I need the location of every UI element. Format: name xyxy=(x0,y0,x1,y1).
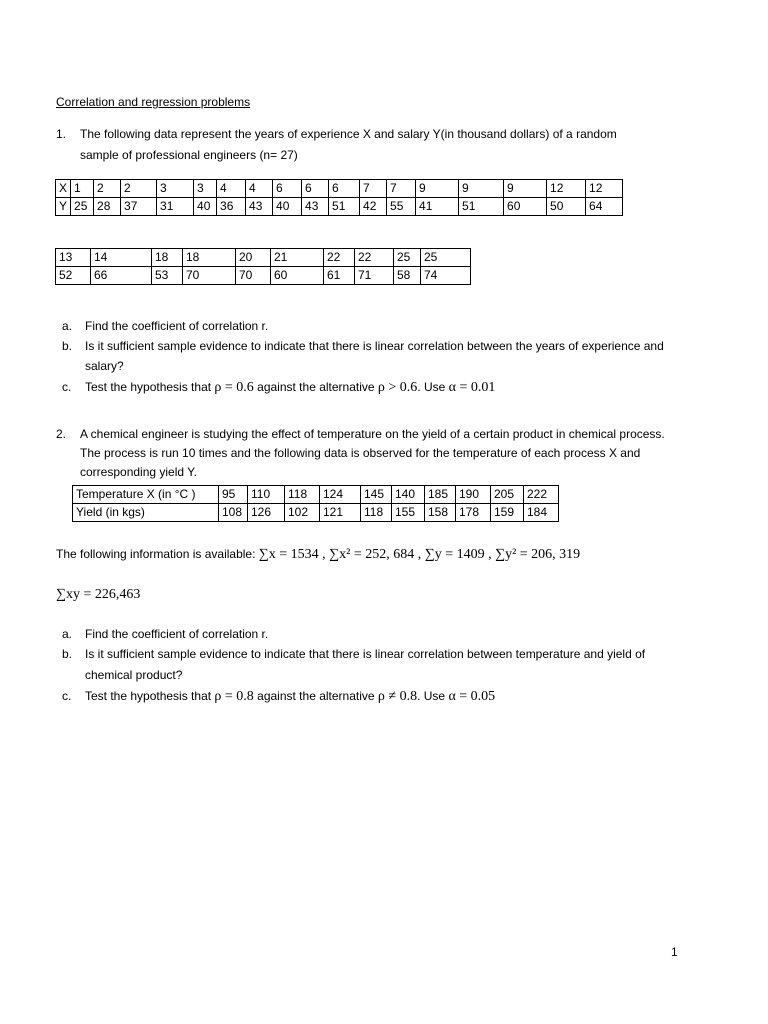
table-cell: 3 xyxy=(157,180,194,198)
row-label-y: Y xyxy=(56,198,71,216)
table-cell: 145 xyxy=(361,486,392,504)
q2-data-table xyxy=(72,485,559,522)
table-cell: 159 xyxy=(491,504,524,522)
q1-number: 1. xyxy=(56,127,67,141)
row-label-temperature: Temperature X (in °C ) xyxy=(73,486,219,504)
q2-item-a: Find the coefficient of correlation r. xyxy=(85,627,269,641)
table-cell: 9 xyxy=(416,180,459,198)
table-cell: 20 xyxy=(236,249,271,267)
table-cell: 185 xyxy=(425,486,456,504)
q2-item-b-line2: chemical product? xyxy=(85,668,183,682)
table-cell: 51 xyxy=(329,198,360,216)
table-cell: 50 xyxy=(547,198,586,216)
q2-item-b-label: b. xyxy=(62,647,73,661)
table-cell: 121 xyxy=(320,504,361,522)
table-cell: 22 xyxy=(355,249,394,267)
table-row-y xyxy=(56,267,471,285)
q2-c-prefix: Test the hypothesis that xyxy=(85,689,212,703)
table-cell: 40 xyxy=(273,198,302,216)
table-cell: 18 xyxy=(152,249,183,267)
table-cell: 126 xyxy=(248,504,285,522)
table-cell: 3 xyxy=(194,180,217,198)
table-cell: 71 xyxy=(355,267,394,285)
table-cell: 18 xyxy=(183,249,236,267)
table-cell: 1 xyxy=(71,180,94,198)
table-cell: 6 xyxy=(273,180,302,198)
q1-significance-level: α = 0.01 xyxy=(448,380,496,395)
q2-null-hypothesis: ρ = 0.8 xyxy=(214,689,254,704)
table-cell: 4 xyxy=(246,180,273,198)
q2-item-c-label: c. xyxy=(62,689,72,703)
table-cell: 190 xyxy=(456,486,491,504)
table-cell: 52 xyxy=(56,267,91,285)
q1-item-b-line2: salary? xyxy=(85,359,124,373)
table-cell: 28 xyxy=(94,198,121,216)
q2-c-middle: against the alternative xyxy=(257,689,375,703)
table-cell: 31 xyxy=(157,198,194,216)
table-cell: 64 xyxy=(586,198,623,216)
table-cell: 21 xyxy=(271,249,324,267)
table-cell: 95 xyxy=(219,486,248,504)
table-cell: 7 xyxy=(387,180,416,198)
table-cell: 58 xyxy=(394,267,421,285)
table-cell: 110 xyxy=(248,486,285,504)
table-cell: 12 xyxy=(586,180,623,198)
table-cell: 178 xyxy=(456,504,491,522)
q2-sum-xy: ∑xy = 226,463 xyxy=(56,587,141,602)
q1-item-b-label: b. xyxy=(62,339,73,353)
table-cell: 102 xyxy=(285,504,320,522)
table-cell: 22 xyxy=(324,249,355,267)
table-cell: 70 xyxy=(183,267,236,285)
table-cell: 61 xyxy=(324,267,355,285)
q1-c-middle: against the alternative xyxy=(257,380,375,394)
table-cell: 25 xyxy=(71,198,94,216)
table-row-yield xyxy=(73,504,559,522)
row-label-yield: Yield (in kgs) xyxy=(73,504,219,522)
q2-c-use: . Use xyxy=(417,689,446,703)
table-cell: 66 xyxy=(91,267,152,285)
table-row-x xyxy=(56,180,623,198)
table-cell: 118 xyxy=(285,486,320,504)
table-cell: 53 xyxy=(152,267,183,285)
table-cell: 43 xyxy=(246,198,273,216)
q2-info-label: The following information is available: xyxy=(56,547,256,561)
q1-c-use: . Use xyxy=(417,380,446,394)
q1-text-line2: sample of professional engineers (n= 27) xyxy=(80,148,298,162)
table-cell: 108 xyxy=(219,504,248,522)
q2-text-line3: corresponding yield Y. xyxy=(80,465,197,479)
q1-item-a-label: a. xyxy=(62,319,73,333)
table-row-temperature xyxy=(73,486,559,504)
q1-item-c xyxy=(85,380,495,396)
q1-data-table-1 xyxy=(55,179,623,216)
table-cell: 2 xyxy=(121,180,157,198)
table-cell: 25 xyxy=(394,249,421,267)
q1-null-hypothesis: ρ = 0.6 xyxy=(214,380,254,395)
q2-significance-level: α = 0.05 xyxy=(448,689,496,704)
table-cell: 184 xyxy=(524,504,559,522)
q2-item-c xyxy=(85,689,495,705)
table-row-y xyxy=(56,198,623,216)
q1-c-prefix: Test the hypothesis that xyxy=(85,380,212,394)
q2-summation-values: ∑x = 1534 , ∑x² = 252, 684 , ∑y = 1409 , ∑y² = 206, 319 xyxy=(258,547,581,562)
table-cell: 60 xyxy=(504,198,547,216)
table-cell: 25 xyxy=(421,249,471,267)
table-cell: 9 xyxy=(504,180,547,198)
q1-alternative-hypothesis: ρ > 0.6 xyxy=(377,380,418,395)
q1-item-b-line1: Is it sufficient sample evidence to indicate that there is linear correlation between the years of experience and xyxy=(85,339,664,353)
table-cell: 140 xyxy=(392,486,425,504)
q1-text-line1: The following data represent the years of experience X and salary Y(in thousand dollars) of a random xyxy=(80,127,617,141)
q1-item-c-label: c. xyxy=(62,380,72,394)
row-label-x: X xyxy=(56,180,71,198)
table-cell: 74 xyxy=(421,267,471,285)
table-cell: 4 xyxy=(217,180,246,198)
q2-text-line1: A chemical engineer is studying the effect of temperature on the yield of a certain product in chemical process. xyxy=(80,427,665,441)
table-cell: 13 xyxy=(56,249,91,267)
q1-item-a: Find the coefficient of correlation r. xyxy=(85,319,269,333)
table-cell: 124 xyxy=(320,486,361,504)
table-cell: 14 xyxy=(91,249,152,267)
q2-item-a-label: a. xyxy=(62,627,73,641)
table-cell: 41 xyxy=(416,198,459,216)
q2-number: 2. xyxy=(56,427,67,441)
q1-data-table-2 xyxy=(55,248,471,285)
table-cell: 118 xyxy=(361,504,392,522)
table-cell: 7 xyxy=(360,180,387,198)
q2-alternative-hypothesis: ρ ≠ 0.8 xyxy=(377,689,418,704)
q2-item-b-line1: Is it sufficient sample evidence to indicate that there is linear correlation between temperature and yield of xyxy=(85,647,646,661)
table-row-x xyxy=(56,249,471,267)
table-cell: 55 xyxy=(387,198,416,216)
q2-text-line2: The process is run 10 times and the following data is observed for the temperature of each process X and xyxy=(80,446,641,460)
table-cell: 37 xyxy=(121,198,157,216)
table-cell: 155 xyxy=(392,504,425,522)
table-cell: 36 xyxy=(217,198,246,216)
table-cell: 205 xyxy=(491,486,524,504)
table-cell: 12 xyxy=(547,180,586,198)
page-title: Correlation and regression problems xyxy=(56,95,251,109)
table-cell: 6 xyxy=(329,180,360,198)
table-cell: 9 xyxy=(459,180,504,198)
q2-info xyxy=(56,547,580,563)
table-cell: 43 xyxy=(302,198,329,216)
table-cell: 51 xyxy=(459,198,504,216)
table-cell: 40 xyxy=(194,198,217,216)
table-cell: 6 xyxy=(302,180,329,198)
table-cell: 60 xyxy=(271,267,324,285)
table-cell: 42 xyxy=(360,198,387,216)
table-cell: 2 xyxy=(94,180,121,198)
table-cell: 70 xyxy=(236,267,271,285)
table-cell: 222 xyxy=(524,486,559,504)
table-cell: 158 xyxy=(425,504,456,522)
page-number: 1 xyxy=(671,945,678,959)
